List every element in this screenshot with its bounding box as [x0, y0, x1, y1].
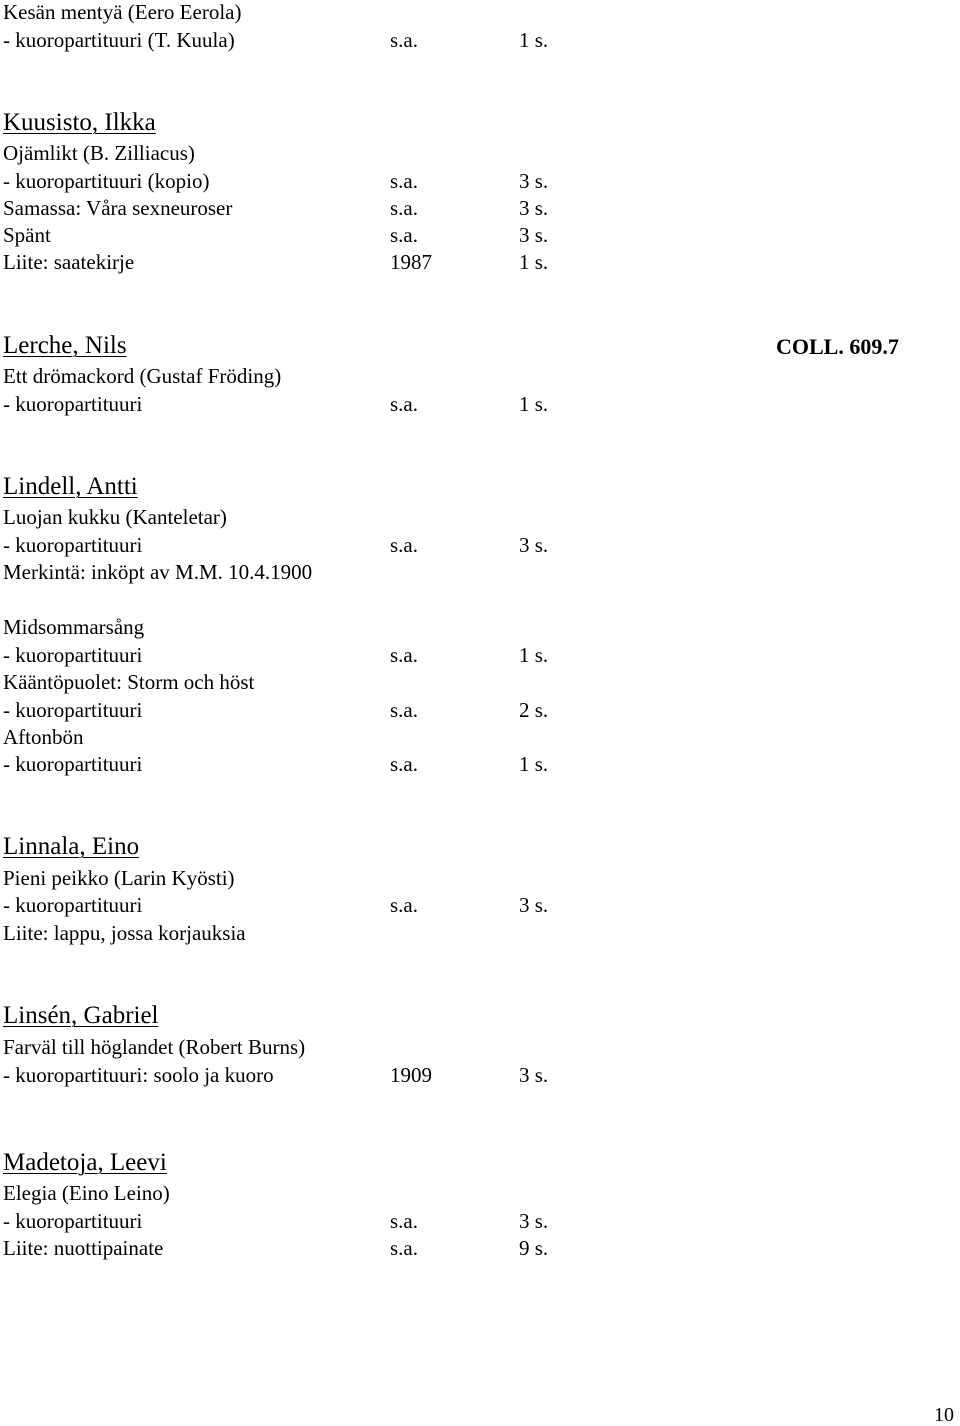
composer-heading: Linsén, Gabriel — [3, 1002, 159, 1029]
work-title: Kesän mentyä (Eero Eerola) — [3, 0, 242, 24]
composer-heading: Lindell, Antti — [3, 473, 138, 500]
item-pages: 1 s. — [519, 643, 549, 667]
item-pages: 3 s. — [519, 893, 549, 917]
item-label: - kuoropartituuri — [3, 1209, 143, 1233]
work-title: Ojämlikt (B. Zilliacus) — [3, 141, 195, 165]
page-number: 10 — [934, 1404, 954, 1426]
item-date: s.a. — [390, 196, 418, 220]
item-date: s.a. — [390, 28, 418, 52]
work-title: Ett drömackord (Gustaf Fröding) — [3, 364, 282, 388]
item-pages: 1 s. — [519, 752, 549, 776]
item-label: Liite: saatekirje — [3, 250, 135, 274]
work-title: Elegia (Eino Leino) — [3, 1181, 170, 1205]
item-pages: 3 s. — [519, 1063, 549, 1087]
work-title: Pieni peikko (Larin Kyösti) — [3, 866, 235, 890]
item-label: - kuoropartituuri (T. Kuula) — [3, 28, 235, 52]
note-line: Merkintä: inköpt av M.M. 10.4.1900 — [3, 560, 313, 584]
item-label: Liite: nuottipainate — [3, 1236, 164, 1260]
item-label: - kuoropartituuri: soolo ja kuoro — [3, 1063, 274, 1087]
collection-code: COLL. 609.7 — [776, 334, 899, 359]
item-pages: 1 s. — [519, 250, 549, 274]
item-label: - kuoropartituuri — [3, 698, 143, 722]
item-pages: 1 s. — [519, 28, 549, 52]
item-pages: 9 s. — [519, 1236, 549, 1260]
note-line: Liite: lappu, jossa korjauksia — [3, 921, 246, 945]
item-pages: 3 s. — [519, 196, 549, 220]
item-date: 1987 — [390, 250, 432, 274]
composer-heading: Madetoja, Leevi — [3, 1149, 167, 1176]
item-date: s.a. — [390, 392, 418, 416]
item-date: s.a. — [390, 1209, 418, 1233]
item-date: s.a. — [390, 752, 418, 776]
item-pages: 3 s. — [519, 223, 549, 247]
item-date: s.a. — [390, 169, 418, 193]
item-date: s.a. — [390, 893, 418, 917]
work-title: Aftonbön — [3, 725, 84, 749]
item-date: s.a. — [390, 223, 418, 247]
item-label: - kuoropartituuri — [3, 533, 143, 557]
reverse-side-line: Kääntöpuolet: Storm och höst — [3, 670, 255, 694]
item-pages: 3 s. — [519, 169, 549, 193]
composer-heading: Linnala, Eino — [3, 833, 140, 860]
item-pages: 2 s. — [519, 698, 549, 722]
item-label: - kuoropartituuri — [3, 643, 143, 667]
item-label: Samassa: Våra sexneuroser — [3, 196, 233, 220]
item-date: s.a. — [390, 533, 418, 557]
item-pages: 3 s. — [519, 1209, 549, 1233]
item-date: s.a. — [390, 698, 418, 722]
item-label: - kuoropartituuri (kopio) — [3, 169, 210, 193]
item-date: s.a. — [390, 643, 418, 667]
composer-heading: Kuusisto, Ilkka — [3, 109, 156, 136]
item-label: - kuoropartituuri — [3, 893, 143, 917]
item-label: - kuoropartituuri — [3, 752, 143, 776]
item-date: s.a. — [390, 1236, 418, 1260]
work-title: Farväl till höglandet (Robert Burns) — [3, 1035, 306, 1059]
item-pages: 3 s. — [519, 533, 549, 557]
composer-heading: Lerche, Nils — [3, 332, 127, 359]
item-label: Spänt — [3, 223, 51, 247]
item-date: 1909 — [390, 1063, 432, 1087]
work-title: Luojan kukku (Kanteletar) — [3, 505, 227, 529]
work-title: Midsommarsång — [3, 615, 145, 639]
item-label: - kuoropartituuri — [3, 392, 143, 416]
item-pages: 1 s. — [519, 392, 549, 416]
